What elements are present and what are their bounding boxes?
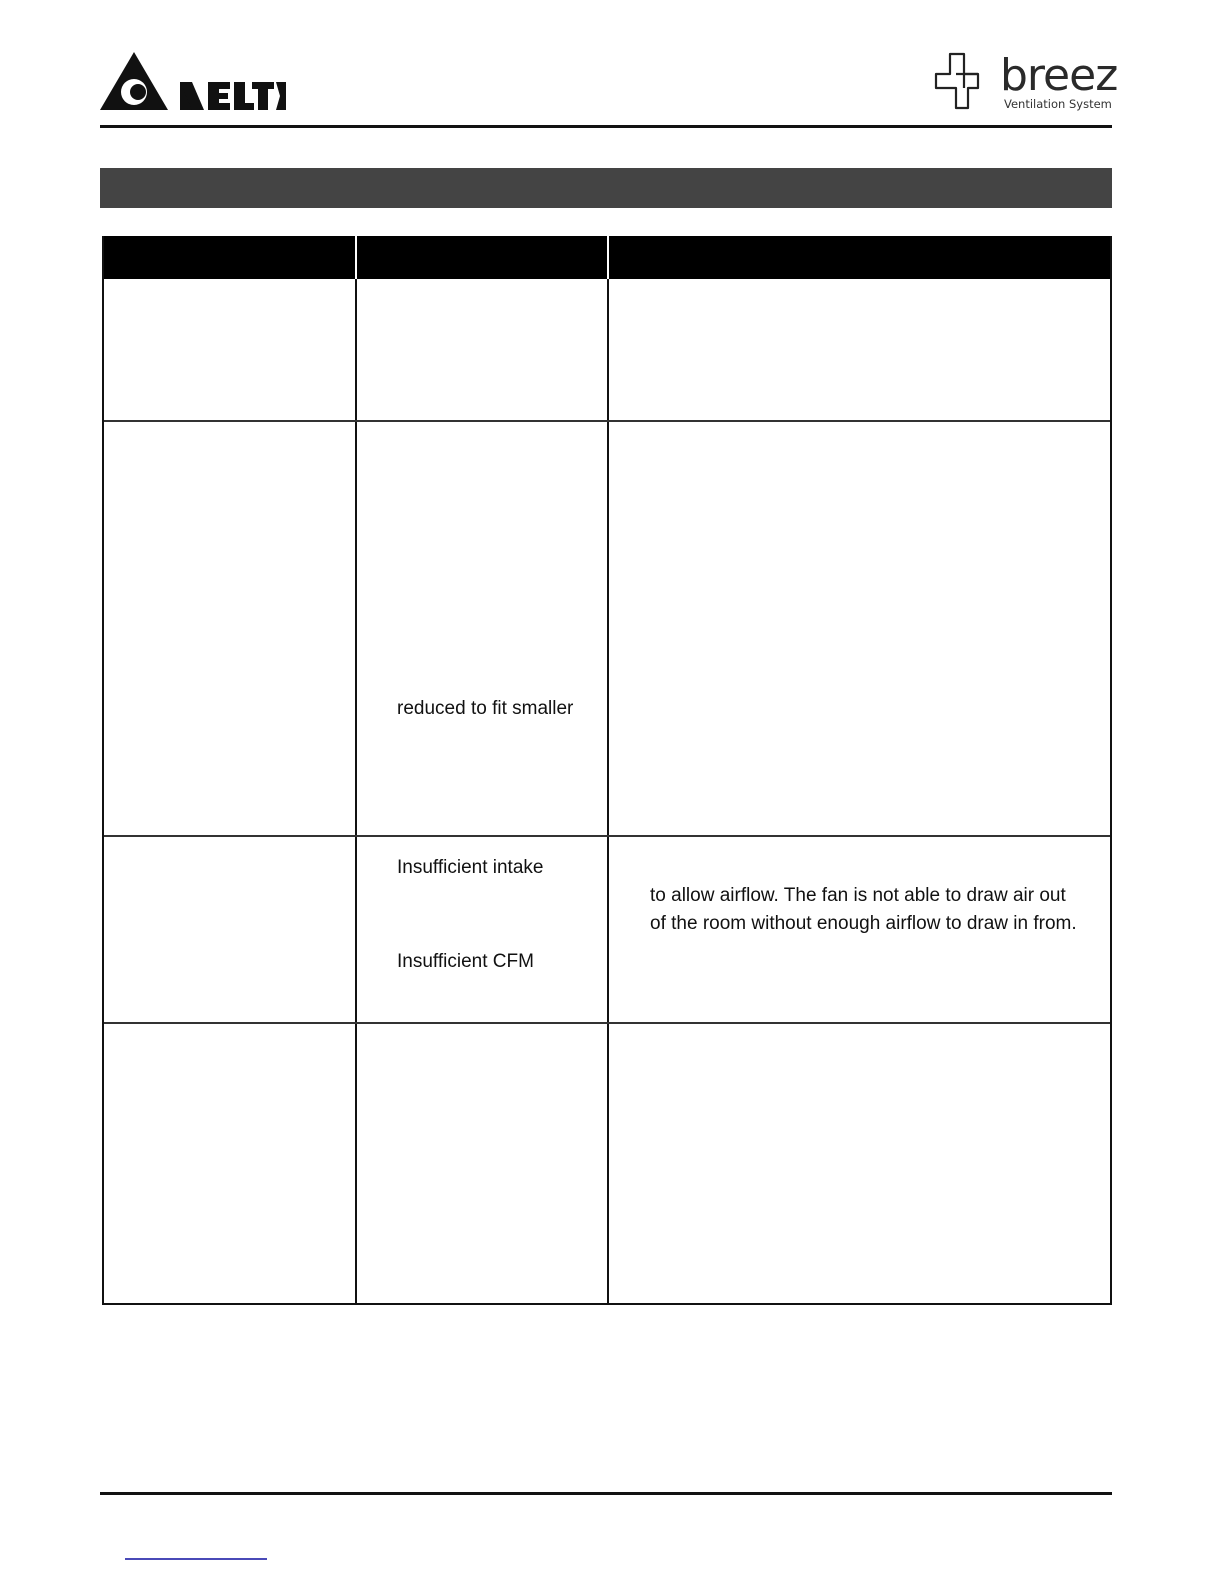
row3-cause-1: Insufficient intake — [397, 857, 544, 878]
row2-cause-text: reduced to fit smaller — [397, 698, 574, 719]
section-title-bar — [100, 168, 1112, 208]
row-divider-2 — [104, 835, 1110, 837]
breez-tagline: Ventilation System — [1004, 97, 1112, 111]
row3-solution-line-1: to allow airflow. The fan is not able to draw air out — [650, 885, 1066, 906]
header-divider-1 — [355, 236, 357, 279]
row3-cause-2: Insufficient CFM — [397, 951, 534, 972]
row-divider-1 — [104, 420, 1110, 422]
delta-logo-icon — [100, 52, 290, 112]
column-divider-2 — [607, 236, 609, 1303]
row3-solution-line-2: of the room without enough airflow to draw in from. — [650, 913, 1077, 934]
troubleshooting-table — [102, 236, 1112, 1305]
header-rule — [100, 125, 1112, 128]
breez-brand-text: breez — [1000, 50, 1118, 101]
footer-link-underline[interactable] — [125, 1558, 267, 1560]
footer-rule — [100, 1492, 1112, 1495]
column-divider-1 — [355, 236, 357, 1303]
header-divider-2 — [607, 236, 609, 279]
row-divider-3 — [104, 1022, 1110, 1024]
